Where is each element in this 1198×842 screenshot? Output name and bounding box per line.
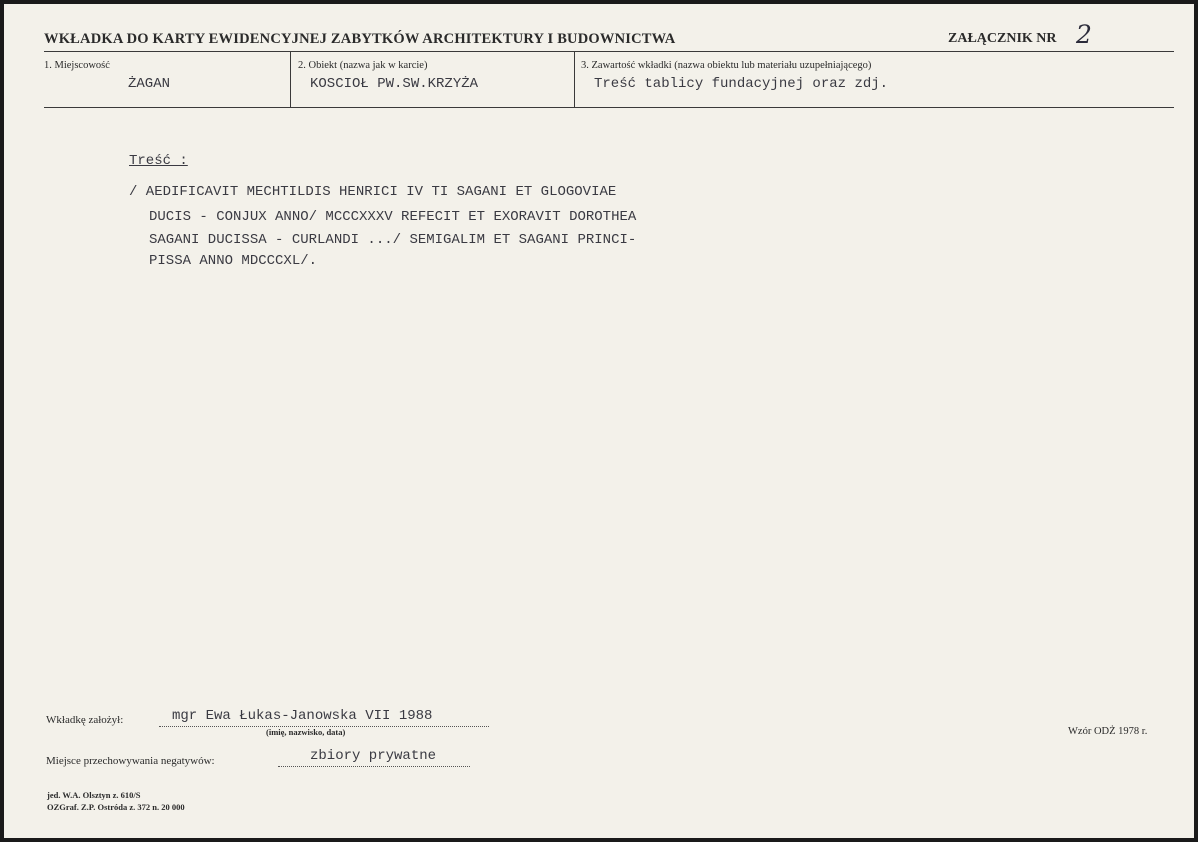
inscription-line-2: DUCIS - CONJUX ANNO/ MCCCXXXV REFECIT ET EXORAVIT DOROTHEA [149,209,637,225]
created-by-value: mgr Ewa Łukas-Janowska VII 1988 [172,708,433,724]
inscription-line-4: PISSA ANNO MDCCCXL/. [149,253,318,269]
header-rule [44,51,1174,52]
print-info-line-1: jed. W.A. Olsztyn z. 610/S [47,790,141,800]
contents-value: Treść tablicy fundacyjnej oraz zdj. [594,76,889,92]
negatives-value: zbiory prywatne [310,748,437,764]
object-label: 2. Obiekt (nazwa jak w karcie) [298,60,428,71]
inscription-line-1: / AEDIFICAVIT MECHTILDIS HENRICI IV TI SAGANI ET GLOGOVIAE [129,184,617,200]
field-divider-2 [574,52,575,108]
form-title: WKŁADKA DO KARTY EWIDENCYJNEJ ZABYTKÓW ARCHITEKTURY I BUDOWNICTWA [44,31,676,47]
field-row-bottom-rule [44,107,1174,108]
created-by-hint: (imię, nazwisko, data) [266,727,346,737]
created-by-label: Wkładkę założył: [46,714,124,726]
print-info-line-2: OZGraf. Z.P. Ostróda z. 372 n. 20 000 [47,802,185,812]
annex-number: 2 [1076,20,1092,49]
inventory-card-insert [4,4,1194,838]
annex-label: ZAŁĄCZNIK NR [948,31,1057,46]
negatives-label: Miejsce przechowywania negatywów: [46,755,215,767]
content-heading: Treść : [129,153,188,169]
contents-label: 3. Zawartość wkładki (nazwa obiektu lub materiału uzupełniającego) [581,60,872,71]
object-value: KOSCIOŁ PW.SW.KRZYŻA [310,76,479,92]
negatives-underline [278,766,470,767]
locality-value: ŻAGAN [128,76,171,92]
locality-label: 1. Miejscowość [44,60,110,71]
form-version: Wzór ODŻ 1978 r. [1068,726,1148,737]
field-divider-1 [290,52,291,108]
inscription-line-3: SAGANI DUCISSA - CURLANDI .../ SEMIGALIM ET SAGANI PRINCI- [149,232,637,248]
